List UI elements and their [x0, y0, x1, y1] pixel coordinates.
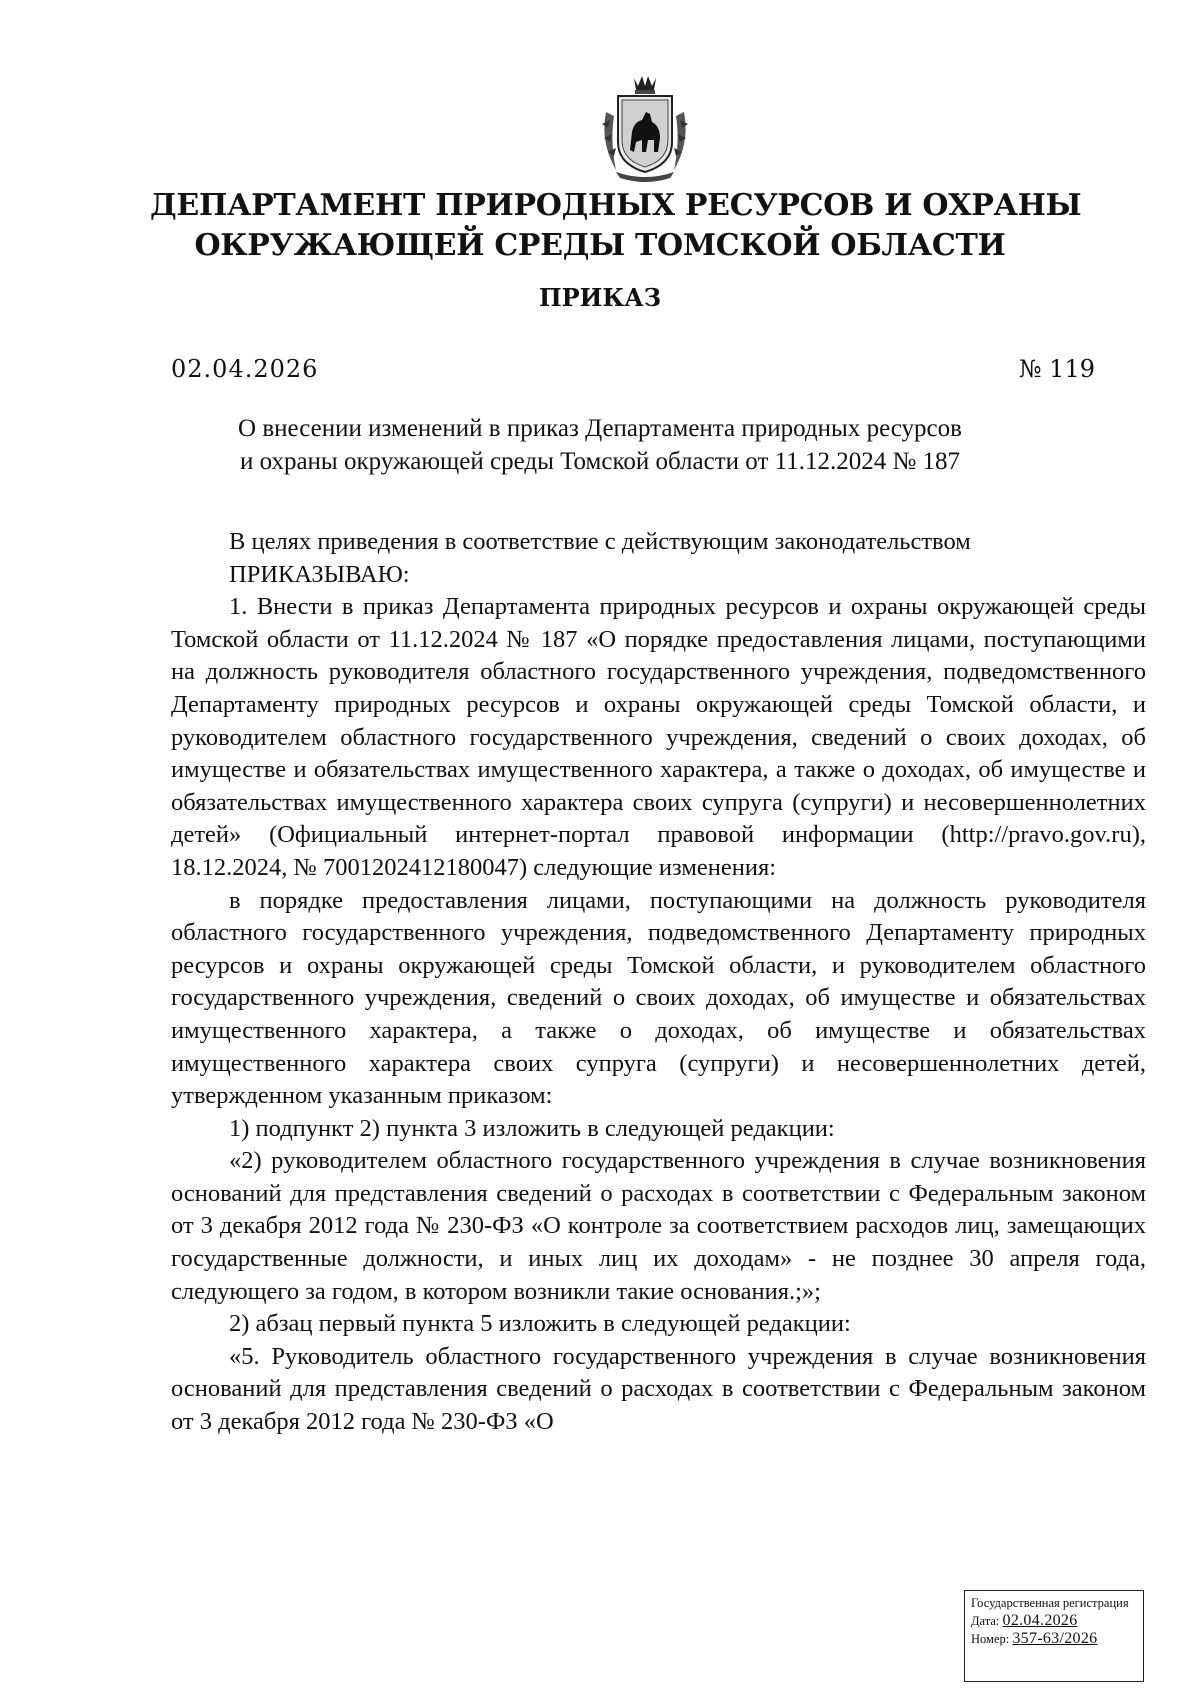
stamp-number-value: 357-63/2026: [1012, 1630, 1098, 1647]
stamp-date-row: [971, 1612, 1137, 1630]
order-date: 02.04.2026: [171, 355, 319, 383]
order-number: № 119: [1018, 355, 1095, 383]
stamp-title: Государственная регистрация: [971, 1596, 1129, 1610]
paragraph-6: «5. Руководитель областного государственного учреждения в случае возникновения оснований для представления сведений о расходах в соответствии с Федеральным законом от 3 декабря 2012 года № 230-ФЗ «О: [171, 1342, 1146, 1436]
paragraph-2: в порядке предоставления лицами, поступающими на должность руководителя областного государственного учреждения, подведомственного Департаменту природных ресурсов и охраны окружающей среды Томской области, и руководителем областного государственного учреждения, сведений о своих доходах, об имуществе и обязательствах имущественного характера, а также о доходах, об имуществе и обязательствах имущественного характера своих супруга (супруги) и несовершеннолетних детей, утвержденном указанным приказом:: [171, 886, 1146, 1110]
registration-stamp: [964, 1590, 1144, 1682]
preamble-order-word: ПРИКАЗЫВАЮ:: [229, 560, 410, 588]
stamp-number-label: Номер:: [971, 1632, 1010, 1646]
paragraph-1: 1. Внести в приказ Департамента природных ресурсов и охраны окружающей среды Томской области от 11.12.2024 № 187 «О порядке предоставления лицами, поступающими на должность руководителя областного государственного учреждения, подведомственного Департаменту природных ресурсов и охраны окружающей среды Томской области, и руководителем областного государственного учреждения, сведений о своих доходах, об имуществе и обязательствах имущественного характера, а также о доходах, об имуществе и обязательствах имущественного характера своих супруга (супруги) и несовершеннолетних детей» (Официальный интернет-портал правовой информации (http://pravo.gov.ru), 18.12.2024, № 7001202412180047) следующие изменения:: [171, 593, 1146, 881]
order-body: [171, 526, 1146, 1439]
department-name-line2: ОКРУЖАЮЩЕЙ СРЕДЫ ТОМСКОЙ ОБЛАСТИ: [194, 228, 1006, 263]
paragraph-3: 1) подпункт 2) пункта 3 изложить в следующей редакции:: [229, 1114, 835, 1142]
order-subject-line2: и охраны окружающей среды Томской области от 11.12.2024 № 187: [239, 448, 961, 475]
paragraph-5: 2) абзац первый пункта 5 изложить в следующей редакции:: [229, 1310, 851, 1338]
paragraph-4: «2) руководителем областного государственного учреждения в случае возникновения оснований для представления сведений о расходах в соответствии с Федеральным законом от 3 декабря 2012 года № 230-ФЗ «О контроле за соответствием расходов лиц, замещающих государственные должности, и иных лиц их доходам» - не позднее 30 апреля года, следующего за годом, в котором возникли такие основания.;»;: [171, 1147, 1146, 1305]
coat-of-arms-icon: [596, 72, 694, 182]
preamble-line1: В целях приведения в соответствие с действующим законодательством: [229, 528, 971, 555]
document-type-heading: ПРИКАЗ: [538, 283, 662, 312]
order-subject-line1: О внесении изменений в приказ Департамента природных ресурсов: [238, 415, 962, 442]
stamp-date-label: Дата:: [971, 1614, 1000, 1628]
department-name: [150, 186, 1082, 266]
stamp-date-value: 02.04.2026: [1002, 1612, 1078, 1629]
stamp-number-row: [971, 1630, 1137, 1648]
department-name-line1: ДЕПАРТАМЕНТ ПРИРОДНЫХ РЕСУРСОВ И ОХРАНЫ: [150, 188, 1082, 223]
order-subject: [150, 412, 1050, 478]
